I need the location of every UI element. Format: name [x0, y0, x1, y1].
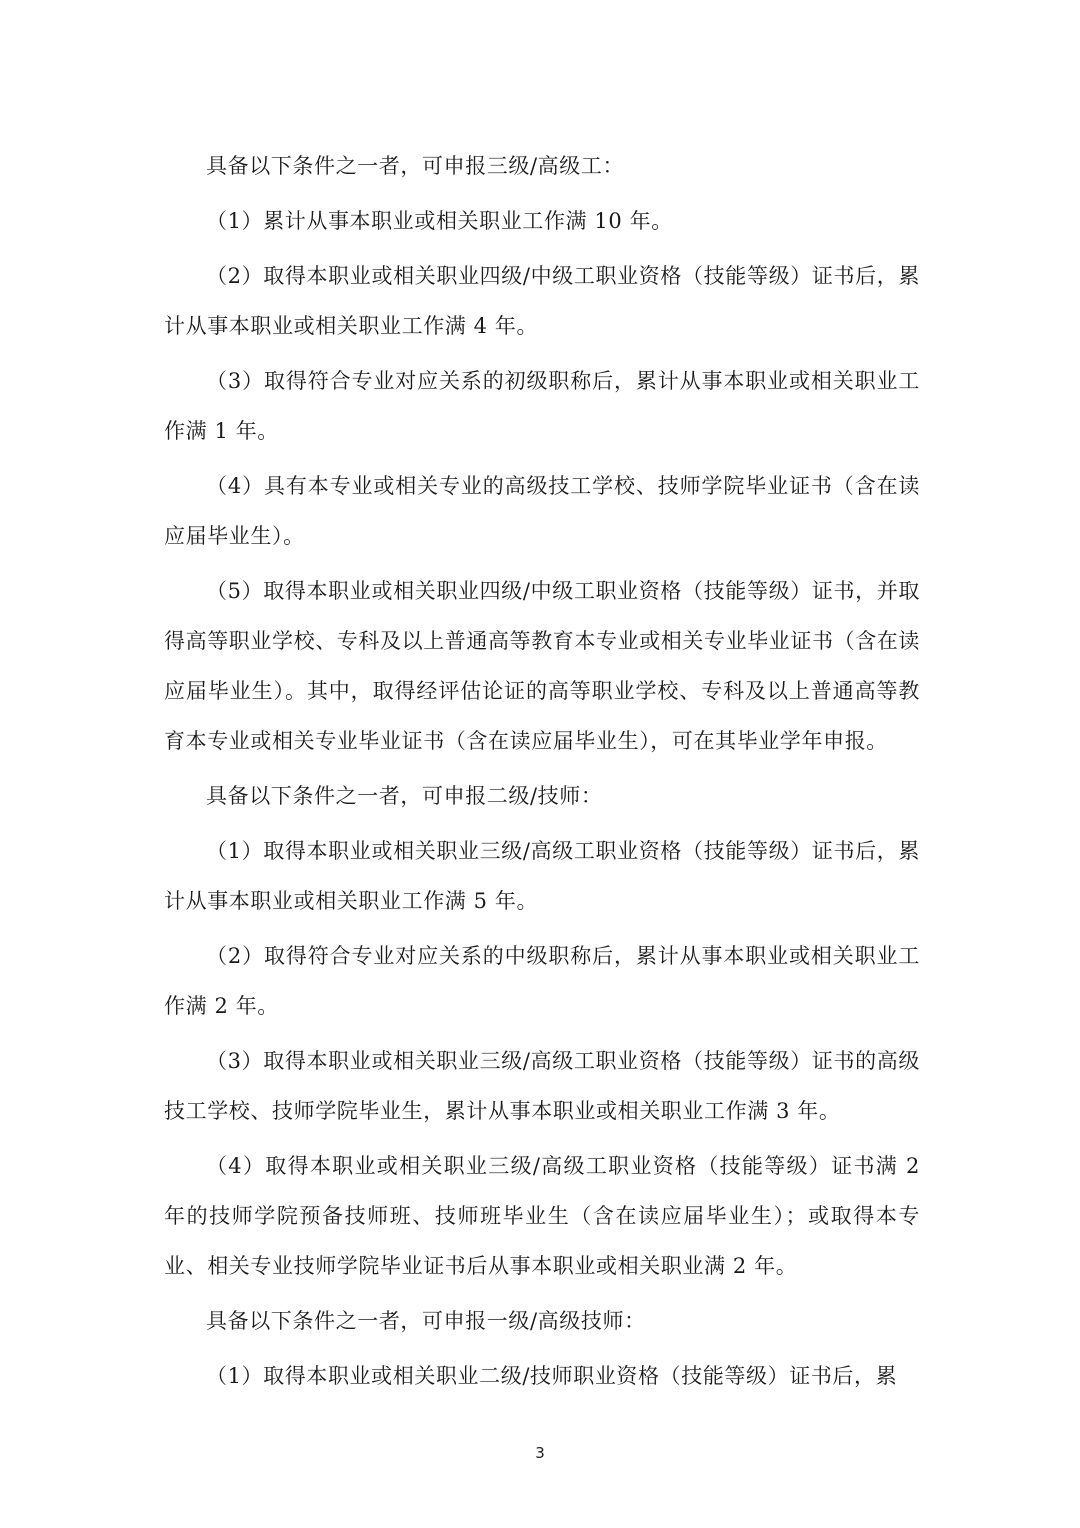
condition-paragraph: （1）累计从事本职业或相关职业工作满 10 年。 — [206, 209, 673, 233]
condition-paragraph: （2）取得本职业或相关职业四级/中级工职业资格（技能等级）证书后，累计从事本职业或相关职业工作满 4 年。 — [164, 264, 920, 338]
condition-paragraph: （4）具有本专业或相关专业的高级技工学校、技师学院毕业证书（含在读应届毕业生）。 — [164, 474, 920, 548]
condition-paragraph: （1）取得本职业或相关职业二级/技师职业资格（技能等级）证书后，累 — [206, 1364, 898, 1388]
condition-paragraph: （3）取得符合专业对应关系的初级职称后，累计从事本职业或相关职业工作满 1 年。 — [164, 369, 920, 443]
condition-paragraph: （1）取得本职业或相关职业三级/高级工职业资格（技能等级）证书后，累计从事本职业或相关职业工作满 5 年。 — [164, 839, 920, 913]
condition-paragraph: （4）取得本职业或相关职业三级/高级工职业资格（技能等级）证书满 2 年的技师学院预备技师班、技师班毕业生（含在读应届毕业生）；或取得本专业、相关专业技师学院毕业证书后从事本职业或相关职业满 2 年。 — [164, 1154, 920, 1278]
section-heading-level2: 具备以下条件之一者，可申报二级/技师： — [206, 784, 603, 808]
condition-paragraph: （2）取得符合专业对应关系的中级职称后，累计从事本职业或相关职业工作满 2 年。 — [164, 944, 920, 1018]
section-heading-level1: 具备以下条件之一者，可申报一级/高级技师： — [206, 1309, 646, 1333]
section-heading-level3: 具备以下条件之一者，可申报三级/高级工： — [206, 154, 625, 178]
condition-paragraph: （5）取得本职业或相关职业四级/中级工职业资格（技能等级）证书，并取得高等职业学校、专科及以上普通高等教育本专业或相关专业毕业证书（含在读应届毕业生）。其中，取得经评估论证的高等职业学校、专科及以上普通高等教育本专业或相关专业毕业证书（含在读应届毕业生），可在其毕业学年申报。 — [164, 579, 920, 753]
page-number: 3 — [535, 1444, 545, 1462]
condition-paragraph: （3）取得本职业或相关职业三级/高级工职业资格（技能等级）证书的高级技工学校、技师学院毕业生，累计从事本职业或相关职业工作满 3 年。 — [164, 1049, 920, 1123]
document-body — [164, 141, 920, 1406]
